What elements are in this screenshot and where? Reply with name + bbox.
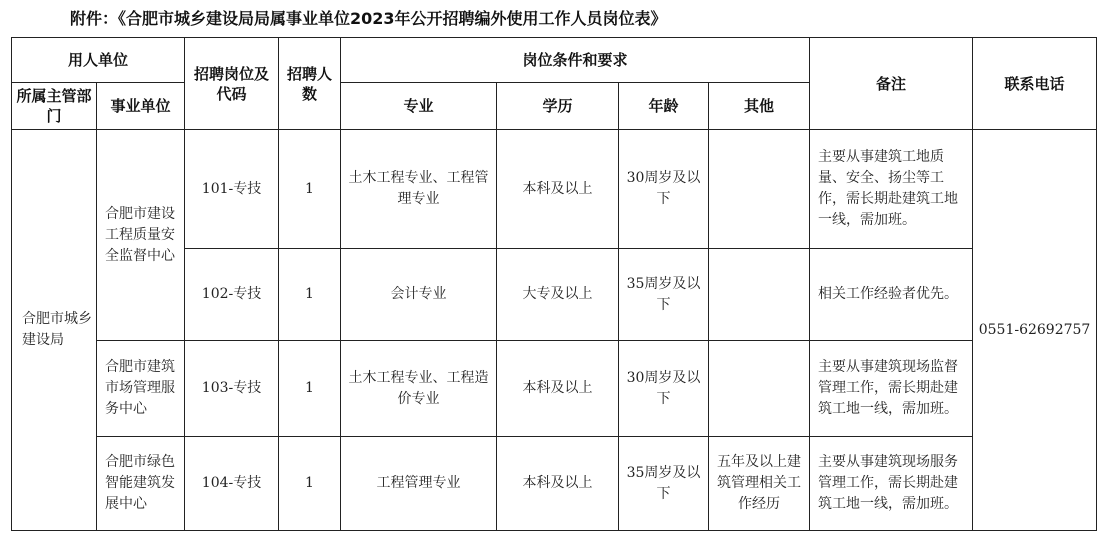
education-cell: 大专及以上	[497, 249, 619, 341]
header-major: 专业	[341, 83, 497, 130]
header-requirements: 岗位条件和要求	[341, 38, 810, 83]
header-employer: 用人单位	[12, 38, 185, 83]
other-cell	[709, 130, 810, 249]
education-cell: 本科及以上	[497, 130, 619, 249]
recruitment-table	[11, 37, 1097, 531]
remark-cell: 相关工作经验者优先。	[810, 249, 973, 341]
post-cell: 103-专技	[185, 341, 279, 437]
other-cell	[709, 249, 810, 341]
other-cell: 五年及以上建筑管理相关工作经历	[709, 437, 810, 531]
header-row-1	[12, 38, 1097, 83]
major-cell: 土木工程专业、工程造价专业	[341, 341, 497, 437]
unit-cell: 合肥市建设工程质量安全监督中心	[97, 130, 185, 341]
table-row	[12, 130, 1097, 249]
other-cell	[709, 341, 810, 437]
document-title: 附件：《合肥市城乡建设局局属事业单位2023年公开招聘编外使用工作人员岗位表》	[70, 9, 667, 28]
age-cell: 30周岁及以下	[619, 341, 709, 437]
count-cell: 1	[279, 437, 341, 531]
unit-cell: 合肥市建筑市场管理服务中心	[97, 341, 185, 437]
remark-cell: 主要从事建筑现场服务管理工作，需长期赴建筑工地一线，需加班。	[810, 437, 973, 531]
header-age: 年龄	[619, 83, 709, 130]
table-row	[12, 437, 1097, 531]
major-cell: 土木工程专业、工程管理专业	[341, 130, 497, 249]
header-education: 学历	[497, 83, 619, 130]
unit-cell: 合肥市绿色智能建筑发展中心	[97, 437, 185, 531]
remark-cell: 主要从事建筑工地质量、安全、扬尘等工作，需长期赴建筑工地一线，需加班。	[810, 130, 973, 249]
age-cell: 30周岁及以下	[619, 130, 709, 249]
header-phone: 联系电话	[973, 38, 1097, 130]
remark-cell: 主要从事建筑现场监督管理工作，需长期赴建筑工地一线，需加班。	[810, 341, 973, 437]
header-count: 招聘人数	[279, 38, 341, 130]
age-cell: 35周岁及以下	[619, 437, 709, 531]
table-row	[12, 341, 1097, 437]
count-cell: 1	[279, 249, 341, 341]
phone-cell: 0551-62692757	[973, 130, 1097, 531]
header-dept: 所属主管部门	[12, 83, 97, 130]
age-cell: 35周岁及以下	[619, 249, 709, 341]
major-cell: 会计专业	[341, 249, 497, 341]
header-unit: 事业单位	[97, 83, 185, 130]
count-cell: 1	[279, 341, 341, 437]
education-cell: 本科及以上	[497, 437, 619, 531]
header-post: 招聘岗位及代码	[185, 38, 279, 130]
post-cell: 104-专技	[185, 437, 279, 531]
post-cell: 101-专技	[185, 130, 279, 249]
header-remark: 备注	[810, 38, 973, 130]
header-other: 其他	[709, 83, 810, 130]
post-cell: 102-专技	[185, 249, 279, 341]
major-cell: 工程管理专业	[341, 437, 497, 531]
dept-cell: 合肥市城乡建设局	[12, 130, 97, 531]
count-cell: 1	[279, 130, 341, 249]
education-cell: 本科及以上	[497, 341, 619, 437]
